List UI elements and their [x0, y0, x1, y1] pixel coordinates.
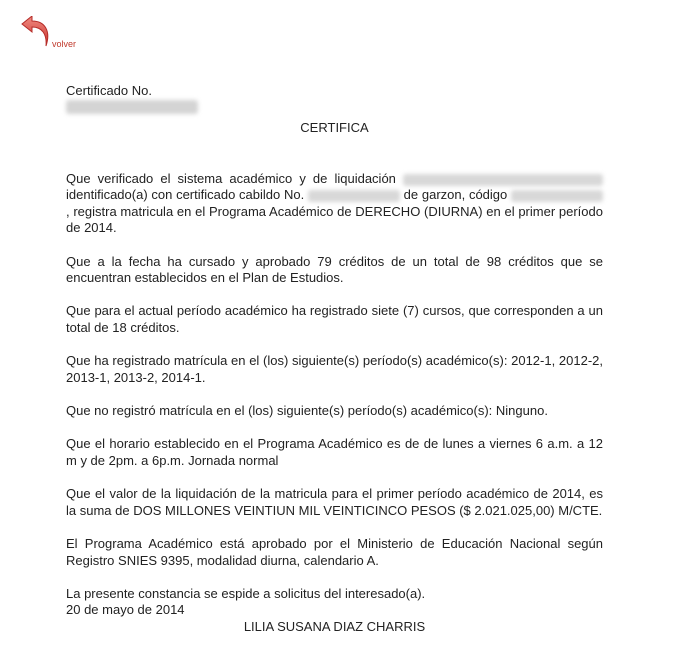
paragraph-schedule: Que el horario establecido en el Programa Académico es de de lunes a viernes 6 a.m. a 12 m y de 2pm. a 6p.m. Jornada normal	[66, 436, 603, 468]
paragraph-unregistered-periods: Que no registró matrícula en el (los) siguiente(s) período(s) académico(s): Ninguno.	[66, 403, 548, 419]
undo-arrow-icon[interactable]	[20, 16, 54, 48]
paragraph-enrollment-part-d: , registra matricula en el Programa Académico de DERECHO (DIURNA) en el primer período de 2014.	[66, 203, 603, 236]
student-code-redacted	[511, 190, 603, 202]
back-link[interactable]	[20, 16, 90, 52]
signer-name: LILIA SUSANA DIAZ CHARRIS	[243, 618, 426, 634]
paragraph-enrollment	[66, 171, 603, 237]
certificate-number-label: Certificado No.	[66, 83, 152, 98]
paragraph-courses: Que para el actual período académico ha registrado siete (7) cursos, que corresponden a un total de 18 créditos.	[66, 303, 603, 335]
paragraph-tuition-value: Que el valor de la liquidación de la matricula para el primer período académico de 2014, es la suma de DOS MILLONES VEINTIUN MIL VEINTICINCO PESOS ($ 2.021.025,00) M/CTE.	[66, 486, 603, 518]
paragraph-enrollment-part-b: identificado(a) con certificado cabildo No.	[66, 187, 305, 203]
certificate-number-redacted	[66, 100, 198, 114]
issue-date: 20 de mayo de 2014	[66, 602, 185, 618]
student-id-redacted	[308, 190, 400, 202]
student-name-redacted	[403, 174, 603, 186]
paragraph-registered-periods: Que ha registrado matrícula en el (los) siguiente(s) período(s) académico(s): 2012-1, 2012-2, 2013-1, 2013-2, 2014-1.	[66, 353, 603, 385]
paragraph-credits: Que a la fecha ha cursado y aprobado 79 créditos de un total de 98 créditos que se encuentran establecidos en el Plan de Estudios.	[66, 253, 603, 286]
certificate-heading: CERTIFICA	[300, 120, 369, 135]
paragraph-enrollment-part-a: Que verificado el sistema académico y de liquidación	[66, 171, 396, 186]
paragraph-program-approval: El Programa Académico está aprobado por el Ministerio de Educación Nacional según Registro SNIES 9395, modalidad diurna, calendario A.	[66, 536, 603, 568]
paragraph-enrollment-part-c: de garzon, código	[403, 187, 508, 203]
certificate-document	[66, 83, 603, 635]
paragraph-issuance: La presente constancia se espide a solicitus del interesado(a).	[66, 585, 426, 601]
back-link-label[interactable]: volver	[52, 39, 77, 49]
